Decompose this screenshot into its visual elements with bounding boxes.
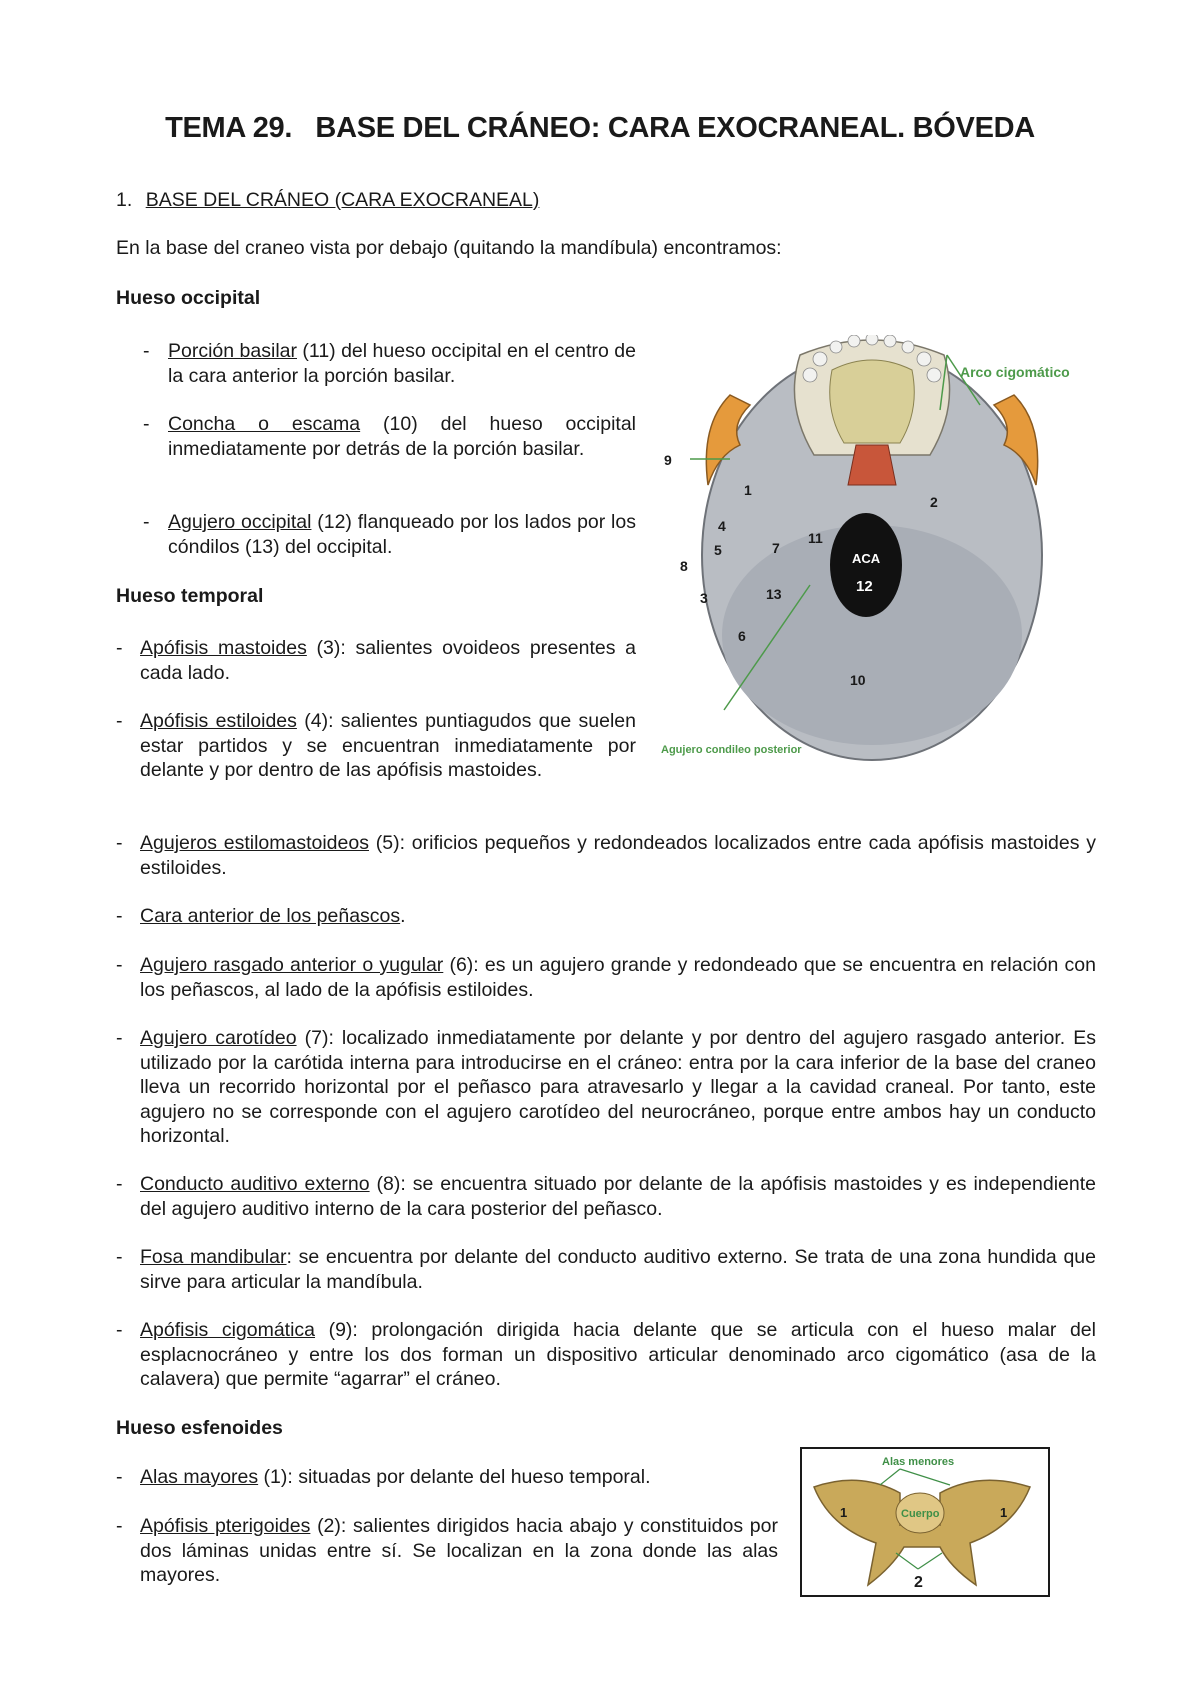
list-item-term: Alas mayores xyxy=(140,1466,259,1488)
list-item xyxy=(168,339,636,388)
bullet-dash: - xyxy=(116,1173,123,1195)
list-item-text: (11) del hueso occipital en el centro de la cara anterior la porción basilar. xyxy=(168,340,636,387)
label-arco-cigomatico: Arco cigomático xyxy=(960,364,1070,380)
list-item-term: Apófisis pterigoides xyxy=(140,1515,311,1537)
bullet-dash: - xyxy=(116,710,123,732)
label-8: 8 xyxy=(680,558,688,574)
bullet-dash: - xyxy=(116,954,123,976)
list-item-term: Conducto auditivo externo xyxy=(140,1173,370,1195)
label-5: 5 xyxy=(714,542,722,558)
label-10: 10 xyxy=(850,672,866,688)
bullet-dash: - xyxy=(116,637,123,659)
list-item-term: Concha o escama xyxy=(168,413,361,435)
bullet-dash: - xyxy=(143,340,150,362)
title-text: BASE DEL CRÁNEO: CARA EXOCRANEAL. BÓVEDA xyxy=(315,112,1035,144)
temporal-heading: Hueso temporal xyxy=(116,585,264,607)
label-4: 4 xyxy=(718,518,726,534)
list-item xyxy=(140,1026,1096,1149)
list-item-term: Agujero rasgado anterior o yugular xyxy=(140,954,444,976)
bullet-dash: - xyxy=(116,832,123,854)
sphenoid-figure xyxy=(800,1447,1050,1597)
list-item-term: Fosa mandibular xyxy=(140,1246,287,1268)
label-11: 11 xyxy=(808,530,823,546)
bullet-dash: - xyxy=(116,1466,123,1488)
label-aca: ACA xyxy=(852,551,881,566)
list-item xyxy=(168,510,636,559)
list-item-text: : se encuentra por delante del conducto auditivo externo. Se trata de una zona hundida que sirve para articular la mandíbula. xyxy=(140,1246,1096,1293)
label-13: 13 xyxy=(766,586,782,602)
bullet-dash: - xyxy=(143,413,150,435)
palate xyxy=(830,360,915,443)
title-number: TEMA 29. xyxy=(165,112,293,144)
list-item xyxy=(168,412,636,461)
label-3: 3 xyxy=(700,590,708,606)
list-item-text: . xyxy=(400,905,406,927)
bullet-dash: - xyxy=(116,1246,123,1268)
list-item xyxy=(140,1465,780,1490)
list-item-text: (6): es un agujero grande y redondeado que se encuentra en relación con los peñascos, al lado de la apófisis estiloides. xyxy=(140,954,1096,1001)
label-1-right: 1 xyxy=(1000,1505,1008,1520)
list-item xyxy=(140,1318,1096,1392)
bullet-dash: - xyxy=(116,1027,123,1049)
list-item-text: (12) flanqueado por los lados por los cóndilos (13) del occipital. xyxy=(168,511,636,558)
list-item-text: (1): situadas por delante del hueso temporal. xyxy=(258,1466,651,1488)
list-item xyxy=(140,1514,778,1588)
list-item-term: Apófisis mastoides xyxy=(140,637,307,659)
list-item-term: Agujero occipital xyxy=(168,511,312,533)
label-1: 1 xyxy=(744,482,752,498)
list-item-text: (8): se encuentra situado por delante de la apófisis mastoides y es independiente del agujero auditivo interno de la cara posterior del peñasco. xyxy=(140,1173,1096,1220)
label-2: 2 xyxy=(930,494,938,510)
list-item-term: Cara anterior de los peñascos xyxy=(140,905,401,927)
section-heading xyxy=(116,188,539,213)
list-item xyxy=(140,1245,1096,1294)
label-cuerpo: Cuerpo xyxy=(901,1508,940,1520)
esfenoides-heading: Hueso esfenoides xyxy=(116,1417,283,1439)
bullet-dash: - xyxy=(143,511,150,533)
list-item-text: (9): prolongación dirigida hacia delante que se articula con el hueso malar del esplacnocráneo y entre los dos forman un dispositivo articular denominado arco cigomático (asa de la calavera) que permite “agarrar” el cráneo. xyxy=(140,1319,1096,1390)
list-item-text: (4): salientes puntiagudos que suelen estar partidos y se encuentran inmediatamente por delante y por dentro de las apófisis mastoides. xyxy=(140,710,636,781)
label-12: 12 xyxy=(856,578,873,595)
list-item xyxy=(140,709,636,783)
list-item-text: (3): salientes ovoideos presentes a cada lado. xyxy=(140,637,636,684)
choanae xyxy=(848,445,896,485)
list-item-text: (5): orificios pequeños y redondeados localizados entre cada apófisis mastoides y estiloides. xyxy=(140,832,1097,879)
list-item xyxy=(140,1172,1096,1221)
intro-paragraph: En la base del craneo vista por debajo (quitando la mandíbula) encontramos: xyxy=(116,237,782,259)
page-title xyxy=(0,112,1200,145)
label-7: 7 xyxy=(772,540,780,556)
skull-base-figure xyxy=(660,335,1100,767)
list-item-text: (10) del hueso occipital inmediatamente por detrás de la porción basilar. xyxy=(168,413,637,460)
label-alas-menores: Alas menores xyxy=(882,1456,955,1468)
list-item-term: Porción basilar xyxy=(168,340,297,362)
label-9: 9 xyxy=(664,452,672,468)
list-item-term: Agujeros estilomastoideos xyxy=(140,832,369,854)
label-1-left: 1 xyxy=(840,1505,848,1520)
list-item-term: Apófisis estiloides xyxy=(140,710,297,732)
list-item-text: (2): salientes dirigidos hacia abajo y constituidos por dos láminas unidas entre sí. Se localizan en la zona donde las alas mayores. xyxy=(140,1515,778,1586)
label-2: 2 xyxy=(914,1574,923,1591)
bullet-dash: - xyxy=(116,1319,123,1341)
section-number: 1. xyxy=(116,189,133,211)
list-item-term: Agujero carotídeo xyxy=(140,1027,297,1049)
list-item xyxy=(140,636,636,685)
list-item xyxy=(140,831,1096,880)
section-title: BASE DEL CRÁNEO (CARA EXOCRANEAL) xyxy=(145,189,540,211)
list-item-text: (7): localizado inmediatamente por delante y por dentro del agujero rasgado anterior. Es utilizado por la carótida interna para introducirse en el cráneo: entra por la cara inferior de la base del craneo lleva un recorrido horizontal por el peñasco para atravesarlo y llegar a la cavidad craneal. Por tanto, este agujero no se corresponde con el agujero carotídeo del neurocráneo, porque entre ambos hay un conducto horizontal. xyxy=(140,1027,1096,1147)
occipital-heading: Hueso occipital xyxy=(116,287,261,309)
list-item xyxy=(140,953,1096,1002)
list-item-term: Apófisis cigomática xyxy=(140,1319,316,1341)
bullet-dash: - xyxy=(116,905,123,927)
list-item xyxy=(140,904,1096,929)
bullet-dash: - xyxy=(116,1515,123,1537)
label-agujero-condileo: Agujero condileo posterior xyxy=(661,744,802,756)
label-6: 6 xyxy=(738,628,746,644)
